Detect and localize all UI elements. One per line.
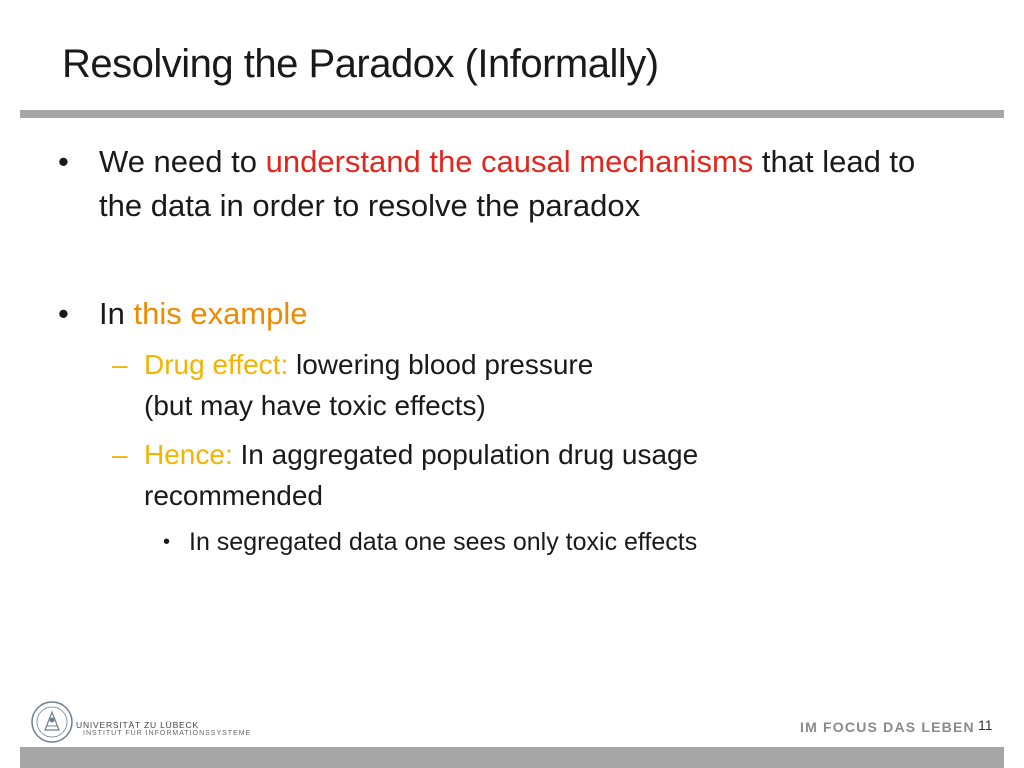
sub-bullet-drug-effect <box>112 344 912 426</box>
sub-sub-bullet-text: In segregated data one sees only toxic effects <box>189 528 698 556</box>
bullet-causal-mechanisms <box>58 140 958 228</box>
bullet-marker: • <box>58 296 69 331</box>
bullet-highlight: understand the causal mechanisms <box>265 144 754 179</box>
bullet-text <box>99 292 958 336</box>
sub-bullet-marker: – <box>112 349 128 380</box>
sub-sub-bullet-segregated <box>163 525 943 559</box>
sub-bullet-body: In aggregated population drug usage recommended <box>144 439 699 511</box>
footer-slogan: IM FOCUS DAS LEBEN <box>800 719 975 735</box>
bullet-text <box>99 140 958 228</box>
bullet-suffix: that lead to the data in order to resolve the paradox <box>99 144 916 223</box>
sub-sub-bullet-marker: • <box>163 531 171 553</box>
bullet-this-example <box>58 292 958 336</box>
sub-bullet-text <box>144 344 912 426</box>
institute-name: INSTITUT FÜR INFORMATIONSSYSTEME <box>83 730 252 737</box>
bullet-prefix: In <box>99 296 134 331</box>
sub-bullet-body: lowering blood pressure <box>288 349 594 380</box>
sub-bullet-hence <box>112 434 912 516</box>
university-seal-icon <box>30 700 74 744</box>
sub-bullet-highlight: Hence: <box>144 439 233 470</box>
sub-bullet-body-line2: (but may have toxic effects) <box>144 390 486 421</box>
sub-bullet-marker: – <box>112 439 128 470</box>
sub-bullet-text <box>144 434 784 516</box>
sub-bullet-highlight: Drug effect: <box>144 349 289 380</box>
title-divider <box>20 110 1004 118</box>
bullet-highlight: this example <box>133 296 308 331</box>
university-name: UNIVERSITÄT ZU LÜBECK <box>76 720 199 730</box>
bullet-marker: • <box>58 144 69 179</box>
slide-title: Resolving the Paradox (Informally) <box>62 42 659 86</box>
footer-bar <box>20 747 1004 768</box>
page-number: 11 <box>978 717 993 733</box>
bullet-prefix: We need to <box>99 144 266 179</box>
